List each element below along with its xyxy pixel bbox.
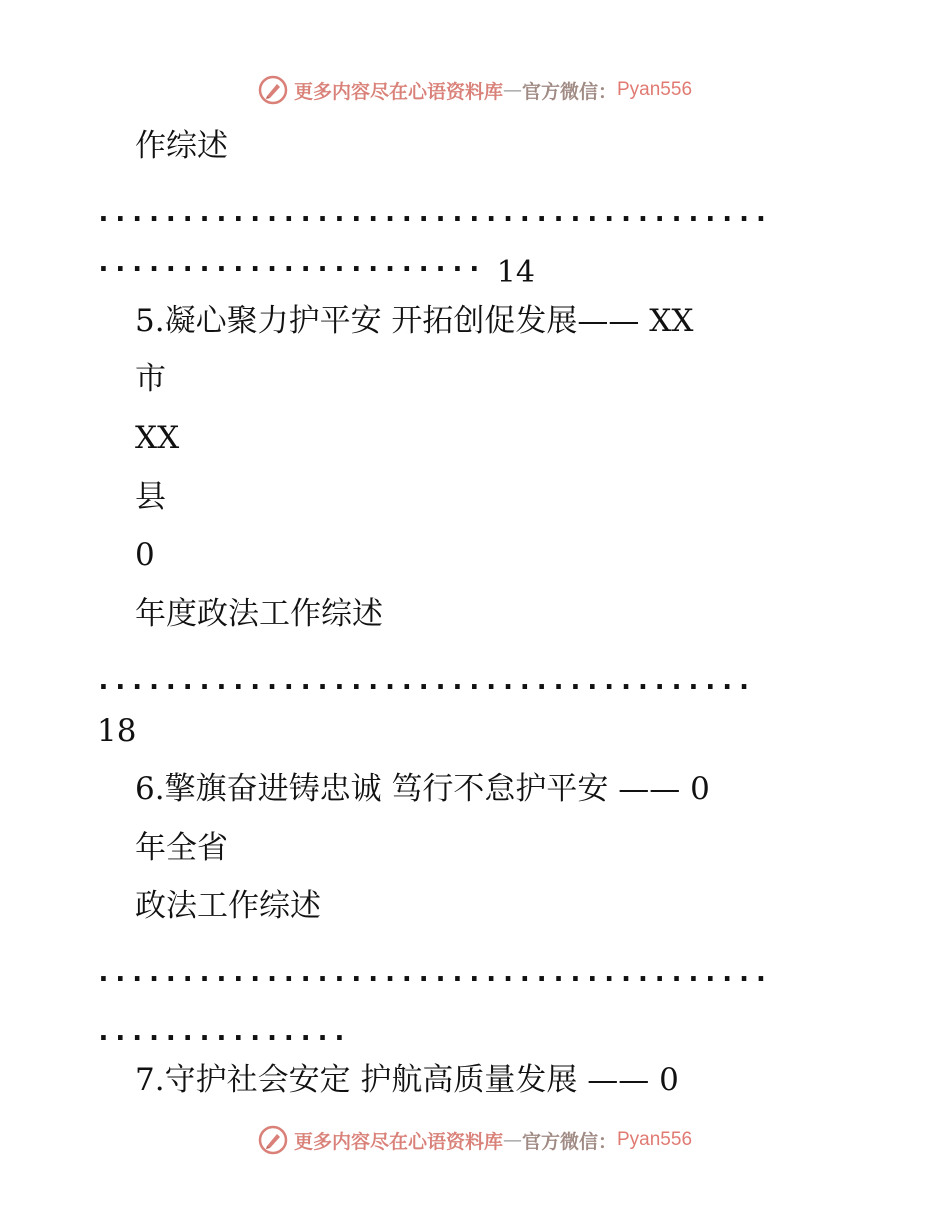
toc-line-with-page <box>95 242 855 293</box>
banner-wechat-id: Pyan556 <box>617 1129 693 1150</box>
toc-line: 作综述 <box>135 128 228 164</box>
toc-page-number: 14 <box>496 255 535 290</box>
toc-line: 市 <box>135 361 166 397</box>
toc-item-title: 6.擎旗奋进铸忠诚 笃行不怠护平安 —— 0 <box>135 771 710 807</box>
toc-leader-dots: ........................................ <box>95 195 770 228</box>
banner-text: 更多内容尽在心语资料库 <box>293 80 503 103</box>
toc-line: 政法工作综述 <box>135 888 321 924</box>
toc-line: XX <box>135 420 180 456</box>
toc-line: 年全省 <box>135 830 228 866</box>
toc-page-number: 18 <box>97 713 137 749</box>
pen-logo-icon <box>258 1125 288 1155</box>
pen-logo-icon <box>258 75 288 105</box>
banner-separator: — <box>502 79 522 101</box>
toc-leader-dots: ....................................... <box>95 663 753 696</box>
banner-text: 更多内容尽在心语资料库 <box>293 1130 503 1153</box>
toc-line: 县 <box>135 479 166 515</box>
banner-separator: — <box>502 1129 522 1151</box>
toc-leader-dots: ....................... <box>95 245 483 278</box>
toc-line: 0 <box>135 537 155 573</box>
header-banner <box>0 70 950 110</box>
toc-item-title: 7.守护社会安定 护航高质量发展 —— 0 <box>135 1062 679 1098</box>
banner-wechat-label: 官方微信： <box>521 80 617 103</box>
footer-banner <box>0 1120 950 1160</box>
banner-wechat-id: Pyan556 <box>617 79 693 100</box>
toc-line: 年度政法工作综述 <box>135 596 383 632</box>
toc-leader-dots: ........................................ <box>95 955 770 988</box>
toc-item-title: 5.凝心聚力护平安 开拓创促发展—— XX <box>135 303 694 339</box>
banner-wechat-label: 官方微信： <box>521 1130 617 1153</box>
toc-leader-dots: ............... <box>95 1014 348 1047</box>
